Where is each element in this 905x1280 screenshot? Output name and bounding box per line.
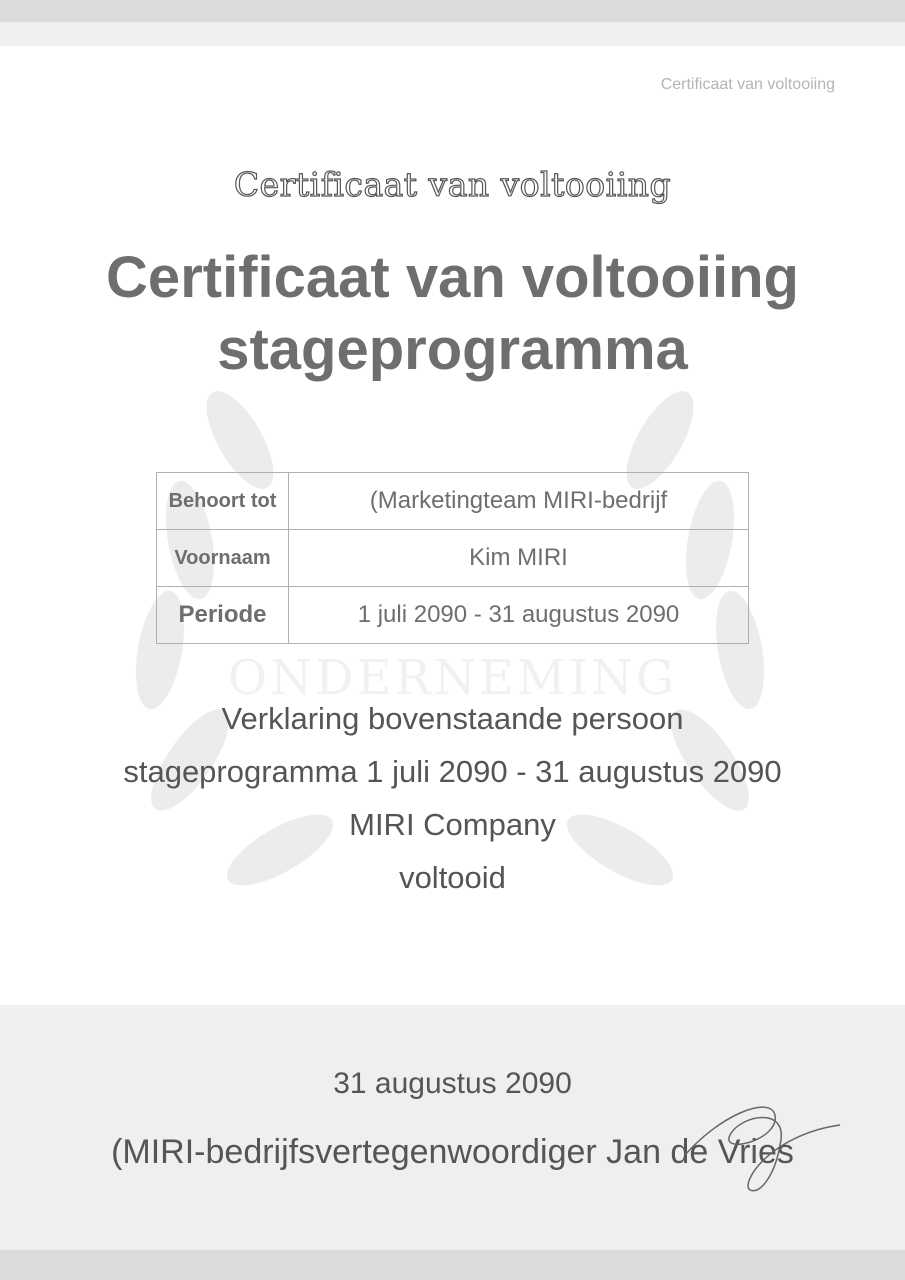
signature-icon (680, 1095, 845, 1200)
issue-date: 31 augustus 2090 (333, 1067, 572, 1100)
statement-line: stageprogramma 1 juli 2090 - 31 augustus 2090 (123, 754, 782, 789)
row-label: Periode (157, 587, 289, 644)
bottom-bar (0, 1250, 905, 1280)
watermark-text: ONDERNEMING (227, 650, 678, 706)
table-row (157, 473, 749, 530)
row-value: (Marketingteam MIRI-bedrijf (289, 473, 749, 530)
header-label: Certificaat van voltooiing (660, 76, 835, 93)
statement-line: Verklaring bovenstaande persoon (221, 701, 684, 736)
row-value: 1 juli 2090 - 31 augustus 2090 (289, 587, 749, 644)
details-table (156, 472, 749, 644)
decorative-title: Certificaat van voltooiing (233, 165, 672, 204)
table-row (157, 587, 749, 644)
top-band (0, 22, 905, 46)
representative: (MIRI-bedrijfsvertegenwoordiger Jan de Vries (111, 1133, 794, 1171)
page-title (0, 242, 905, 386)
table-row (157, 530, 749, 587)
statement-line: MIRI Company (349, 807, 556, 842)
statement-line: voltooid (399, 860, 506, 895)
row-label: Voornaam (157, 530, 289, 587)
top-bar (0, 0, 905, 22)
statement (0, 692, 905, 904)
row-value: Kim MIRI (289, 530, 749, 587)
title-line-2: stageprogramma (217, 317, 688, 382)
title-line-1: Certificaat van voltooiing (106, 245, 799, 310)
row-label: Behoort tot (157, 473, 289, 530)
